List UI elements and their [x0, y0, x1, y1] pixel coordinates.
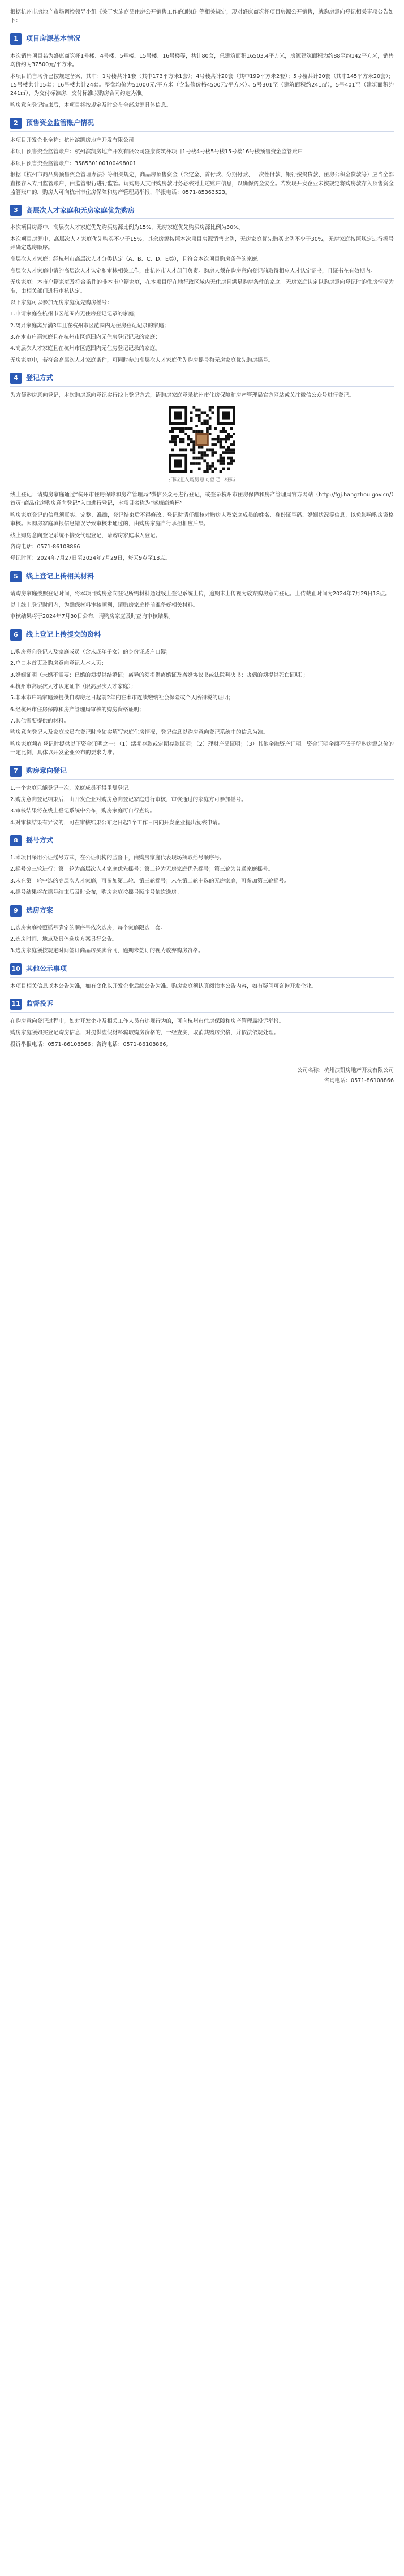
section-paragraph: 4.对审核结果有异议的，可在审核结果公布之日起1个工作日内向开发企业提出复核申请。 [10, 819, 224, 826]
section-title: 高层次人才家庭和无房家庭优先购房 [26, 206, 135, 214]
section-11 [10, 999, 394, 1049]
section-title: 摇号方式 [26, 836, 54, 845]
section-7 [10, 766, 394, 828]
section-paragraph: 1.购房意向登记人及家庭成员（含未成年子女）的身份证或户口簿； [10, 649, 171, 655]
section-title: 其他公示事项 [26, 964, 67, 973]
section-paragraph: 7.其他需要提供的材料。 [10, 718, 70, 725]
section-number-badge: 5 [10, 571, 22, 582]
section-paragraph: 以下家庭可以参加无房家庭优先购房摇号： [10, 299, 113, 306]
section-title: 监督投诉 [26, 1000, 54, 1008]
section-8 [10, 835, 394, 897]
section-title: 线上登记上传提交的资料 [26, 630, 101, 639]
section-paragraph: 高层次人才家庭申请的高层次人才认定和审核相关工作，由杭州市人才部门负责。购房人须在购房意向登记前取得相应人才认定证书，且证书在有效期内。 [10, 267, 376, 274]
section-paragraph: 本次销售项目名为盛康商筑杯1号楼、4号楼、5号楼、15号楼、16号楼等，共计80套，总建筑面积16503.4平方米，房源建筑面积为约88至约142平方米，销售均价约为37500元/平方米。 [10, 53, 394, 68]
section-paragraph: 本项目开发企业全称：杭州滨凯房地产开发有限公司 [10, 137, 134, 144]
section-body-after [10, 491, 394, 563]
section-paragraph: 2.选房时间、地点及具体选房方案另行公告。 [10, 936, 118, 943]
section-paragraph: 本项目预售资金监管账户：358530100100498001 [10, 160, 136, 167]
section-paragraph: 3.选房家庭须按规定时间签订商品房买卖合同，逾期未签订的视为放弃购房资格。 [10, 948, 204, 954]
section-title: 选房方案 [26, 906, 54, 914]
section-paragraph: 6.经杭州市住房保障和房产管理局审核的购房资格证明； [10, 706, 145, 713]
section-paragraph: 1.一个家庭只能登记一次，家庭成员不得重复登记。 [10, 785, 134, 792]
section-paragraph: 本项目预售资金监管账户：杭州滨凯房地产开发有限公司盛康商筑杯项目1号楼4号楼5号楼15号楼16号楼预售资金监管账户 [10, 149, 303, 155]
sections-container [10, 33, 394, 1049]
section-title: 登记方式 [26, 374, 54, 382]
section-1 [10, 33, 394, 110]
section-paragraph: 购房家庭须在登记时提供以下资金证明之一：（1）活期存款或定期存款证明；（2）理财产品证明；（3）其他金融资产证明。资金证明金额不低于所购房源总价的一定比例，具体以开发企业公布的要求为准。 [10, 741, 394, 757]
section-paragraph: 购房意向登记人及家庭成员在登记时应如实填写家庭住房情况，登记信息以购房意向登记系统中的信息为准。 [10, 729, 269, 736]
section-header [10, 999, 394, 1013]
section-paragraph: 根据《杭州市商品房预售资金管理办法》等相关规定，商品房预售资金（含定金、首付款、分期付款、一次性付款、银行按揭贷款、住房公积金贷款等）应当全部直接存入专用监管账户，由监管银行进行监管。请购房人支付购房款时务必核对上述账户信息，以确保资金安全。若发现开发企业未按规定将购房款存入预售资金监管账户的，购房人可向杭州市住房保障和房产管理局举报，举报电话：0571-85363523。 [10, 172, 394, 196]
section-paragraph: 4.摇号结果将在摇号结束后及时公布，购房家庭按摇号顺序号依次选房。 [10, 889, 182, 896]
section-paragraph: 高层次人才家庭：经杭州市高层次人才分类认定（A、B、C、D、E类），且符合本次项目购房条件的家庭。 [10, 256, 263, 263]
section-header [10, 835, 394, 849]
section-6 [10, 629, 394, 758]
section-paragraph: 1.申请家庭在杭州市区范围内无住房登记记录的家庭； [10, 311, 139, 318]
section-title: 项目房源基本情况 [26, 34, 81, 43]
section-body [10, 648, 394, 758]
section-body [10, 924, 394, 956]
section-paragraph: 无房家庭中，若符合高层次人才家庭条件，可同时参加高层次人才家庭优先购房摇号和无房家庭优先购房摇号。 [10, 357, 274, 364]
section-paragraph: 购房意向登记结束后，本项目将按规定及时公布全部房源具体信息。 [10, 102, 172, 109]
section-header [10, 205, 394, 219]
section-paragraph: 5.非本市户籍家庭须提供自购房之日起前2年内在本市连续缴纳社会保险或个人所得税的证明； [10, 695, 234, 702]
section-paragraph: 本次项目房源中，高层次人才家庭优先购买房源比例为15%，无房家庭优先购买房源比例为30%。 [10, 224, 244, 231]
qr-block [10, 406, 394, 485]
section-9 [10, 905, 394, 956]
section-paragraph: 购房家庭须如实登记购房信息，对提供虚假材料骗取购房资格的，一经查实，取消其购房资格，并依法依规处理。 [10, 1030, 280, 1036]
section-paragraph: 购房家庭登记的信息须真实、完整、准确，登记结束后不得修改。登记时请仔细核对购房人及家庭成员的姓名、身份证号码、婚姻状况等信息，以免影响购房资格审核。因购房家庭填报信息错误导致审核未通过的，由购房家庭自行承担相应后果。 [10, 512, 394, 528]
section-paragraph: 2.户口本首页及购房意向登记人本人页； [10, 660, 107, 667]
section-paragraph: 在购房意向登记过程中，如对开发企业及相关工作人员有违规行为的，可向杭州市住房保障和房产管理局投诉举报。 [10, 1018, 285, 1025]
qr-caption: 扫码进入购房意向登记二维码 [169, 477, 235, 483]
section-paragraph: 以上线上登记时间内，为确保材料审核顺利，请购房家庭提前准备好相关材料。 [10, 602, 199, 609]
section-2 [10, 118, 394, 197]
section-paragraph: 本项目销售均价已按规定备案，其中：1号楼共计1套（其中173平方米1套）；4号楼共计20套（其中199平方米2套）；5号楼共计20套（其中145平方米20套）；15号楼共计15套；16号楼共计24套。整盘均价为51000元/平方米（含装修价格4500元/平方米）。5号301至（建筑面积约241㎡），5号401至（建筑面积约241㎡），为交付标准房，交付标准以购房合同约定为准。 [10, 73, 394, 97]
section-header [10, 33, 394, 47]
section-number-badge: 2 [10, 118, 22, 129]
section-header [10, 571, 394, 585]
section-body [10, 590, 394, 621]
section-paragraph: 2.离异家庭离异满3年且在杭州市区范围内无住房登记记录的家庭； [10, 322, 170, 329]
section-paragraph: 4.杭州市高层次人才认定证书（限高层次人才家庭）； [10, 683, 136, 690]
section-paragraph: 3.未在第一轮中选的高层次人才家庭，可参加第二轮、第三轮摇号；未在第二轮中选的无房家庭，可参加第三轮摇号。 [10, 878, 290, 884]
section-title: 预售资金监管账户情况 [26, 119, 94, 127]
section-number-badge: 11 [10, 999, 22, 1010]
footer-phone: 咨询电话：0571-86108866 [324, 1078, 394, 1084]
section-number-badge: 3 [10, 205, 22, 216]
section-number-badge: 10 [10, 963, 22, 975]
section-paragraph: 2.购房意向登记结束后，由开发企业对购房意向登记家庭进行审核，审核通过的家庭方可参加摇号。 [10, 796, 247, 803]
section-title: 线上登记上传相关材料 [26, 572, 94, 580]
qr-code-icon[interactable] [169, 406, 235, 473]
section-body [10, 854, 394, 897]
section-body [10, 136, 394, 197]
section-paragraph: 登记时间：2024年7月27日至2024年7月29日，每天9点至18点。 [10, 555, 171, 562]
section-paragraph: 2.摇号分三轮进行：第一轮为高层次人才家庭优先摇号；第二轮为无房家庭优先摇号；第三轮为普通家庭摇号。 [10, 866, 274, 873]
section-paragraph: 3.在本市户籍家庭且在杭州市区范围内无住房登记记录的家庭； [10, 334, 161, 340]
section-paragraph: 投诉举报电话：0571-86108866；咨询电话：0571-86108866。 [10, 1041, 171, 1048]
section-body [10, 784, 394, 828]
section-paragraph: 1.本项目采用公证摇号方式，在公证机构的监督下，由购房家庭代表现场抽取摇号顺序号。 [10, 855, 225, 862]
footer-company: 公司名称：杭州滨凯房地产开发有限公司 [296, 1067, 394, 1074]
section-paragraph: 咨询电话：0571-86108866 [10, 543, 80, 550]
section-header [10, 373, 394, 387]
section-header [10, 963, 394, 978]
section-number-badge: 1 [10, 33, 22, 45]
section-title: 购房意向登记 [26, 766, 67, 775]
section-paragraph: 3.婚姻证明（未婚不需要；已婚的须提供结婚证；离异的须提供离婚证及离婚协议书或法院判决书；丧偶的须提供死亡证明）； [10, 672, 308, 678]
intro-text: 根据杭州市房地产市场调控领导小组《关于实施商品住房公开销售工作的通知》等相关规定，现对盛康商筑杯项目房源公开销售，就购房意向登记相关事项公告如下： [10, 9, 394, 24]
section-3 [10, 205, 394, 365]
section-header [10, 629, 394, 643]
section-paragraph: 本次项目房源中，高层次人才家庭优先购买不少于15%，其余房源按照本次项目房源销售比例，无房家庭优先购买比例不少于30%，无房家庭按照规定进行摇号并确定选房顺序。 [10, 236, 394, 251]
section-10 [10, 963, 394, 991]
section-paragraph: 无房家庭：本市户籍家庭及符合条件的非本市户籍家庭，在本项目所在地行政区域内无住房且满足购房条件的家庭。无房家庭认定以购房意向登记时的住房情况为准，由相关部门进行审核认定。 [10, 279, 394, 295]
section-paragraph: 线上购房意向登记系统不接受代理登记，请购房家庭本人登记。 [10, 532, 161, 539]
section-paragraph: 线上登记：请购房家庭通过“杭州市住房保障和房产管理局”微信公众号进行登记，或登录杭州市住房保障和房产管理局官方网站（http://fgj.hangzhou.gov.cn/）首页“商品住房购房意向登记”入口进行登记，本项目名称为“盛康商筑杯”。 [10, 492, 394, 507]
section-body [10, 982, 394, 991]
section-body [10, 223, 394, 365]
section-paragraph: 本项目相关信息以本公告为准，如有变化以开发企业后续公告为准。购房家庭须认真阅读本公告内容，如有疑问可咨询开发企业。 [10, 983, 317, 989]
section-number-badge: 7 [10, 766, 22, 777]
section-4 [10, 373, 394, 563]
section-body [10, 391, 394, 400]
section-paragraph: 1.选房家庭按照摇号确定的顺序号依次选房，每个家庭限选一套。 [10, 924, 166, 931]
section-header [10, 118, 394, 132]
section-5 [10, 571, 394, 621]
footer [10, 1066, 394, 1086]
section-body [10, 1017, 394, 1049]
section-header [10, 766, 394, 780]
section-paragraph: 为方便购房意向登记，本次购房意向登记实行线上登记方式，请购房家庭登录杭州市住房保障和房产管理局官方网站或关注微信公众号进行登记。 [10, 392, 355, 399]
section-number-badge: 4 [10, 373, 22, 384]
section-paragraph: 4.高层次人才家庭且在杭州市区范围内无住房登记记录的家庭。 [10, 345, 161, 352]
section-number-badge: 6 [10, 629, 22, 641]
section-paragraph: 审核结果将于2024年7月30日公布，请购房家庭及时查询审核结果。 [10, 613, 174, 620]
section-body [10, 52, 394, 110]
section-header [10, 905, 394, 919]
section-number-badge: 8 [10, 835, 22, 846]
section-paragraph: 3.审核结果将在线上登记系统中公布，购房家庭可自行查询。 [10, 808, 156, 815]
section-number-badge: 9 [10, 905, 22, 917]
section-paragraph: 请购房家庭按照登记时间，将本项目购房意向登记所需材料通过线上登记系统上传，逾期未上传视为放弃购房意向登记。上传截止时间为2024年7月29日18点。 [10, 590, 390, 597]
